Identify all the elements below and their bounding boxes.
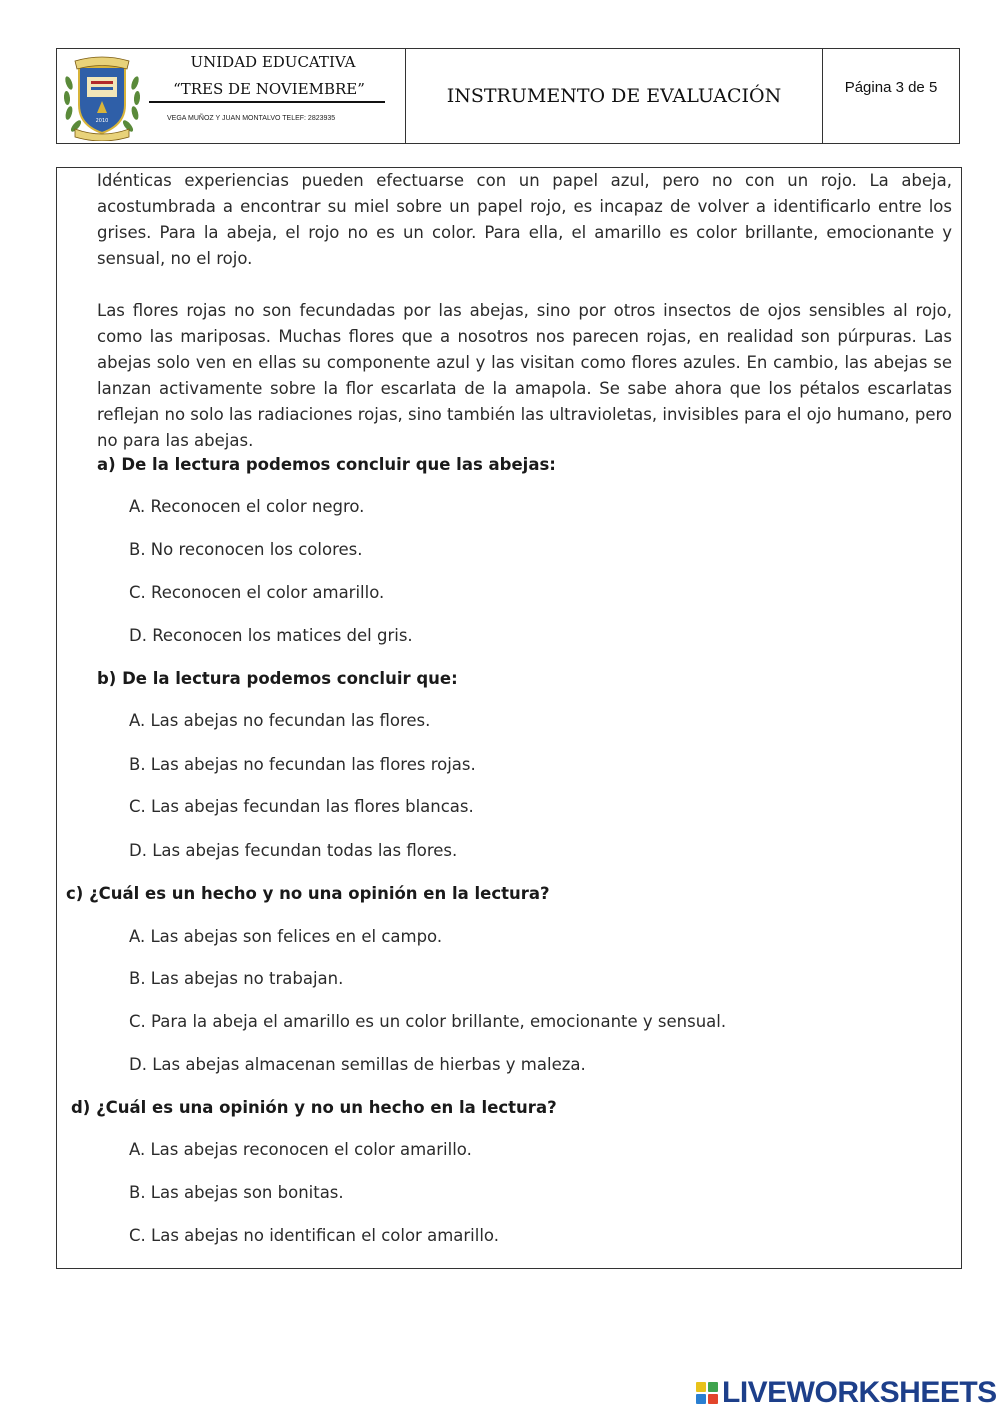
question-b-option-c[interactable]: C. Las abejas fecundan las flores blancas. xyxy=(129,797,474,816)
question-b-option-a[interactable]: A. Las abejas no fecundan las flores. xyxy=(129,711,431,730)
question-a-option-b[interactable]: B. No reconocen los colores. xyxy=(129,540,363,559)
question-b-option-d[interactable]: D. Las abejas fecundan todas las flores. xyxy=(129,841,458,860)
question-c-option-b[interactable]: B. Las abejas no trabajan. xyxy=(129,969,344,988)
question-d-option-b[interactable]: B. Las abejas son bonitas. xyxy=(129,1183,344,1202)
title-cell xyxy=(406,49,823,143)
school-info-cell xyxy=(57,49,406,143)
question-b-option-b[interactable]: B. Las abejas no fecundan las flores rojas. xyxy=(129,755,476,774)
school-subtitle: “TRES DE NOVIEMBRE” xyxy=(173,80,365,98)
question-d-option-a[interactable]: A. Las abejas reconocen el color amarillo. xyxy=(129,1140,472,1159)
document-title: INSTRUMENTO DE EVALUACIÓN xyxy=(446,85,782,107)
brand-block-3 xyxy=(696,1394,706,1404)
liveworksheets-brand xyxy=(696,1378,997,1408)
document-header xyxy=(56,48,960,144)
brand-text: LIVEWORKSHEETS xyxy=(722,1376,997,1409)
school-underline xyxy=(149,101,385,103)
brand-logo-icon xyxy=(696,1382,718,1404)
question-a-option-a[interactable]: A. Reconocen el color negro. xyxy=(129,497,365,516)
school-address: VEGA MUÑOZ Y JUAN MONTALVO TELEF: 2823935 xyxy=(167,115,336,122)
reading-paragraph-1: Idénticas experiencias pueden efectuarse con un papel azul, pero no con un rojo. La abeja, acostumbrada a encontrar su miel sobre un papel rojo, es incapaz de volver a identificarlo entre los grises. Para la abeja, el rojo no es un color. Para ella, el amarillo es color brillante, emocionante y sensual, no el rojo. xyxy=(97,171,952,268)
content-box xyxy=(56,167,962,1269)
logo-year-text: 2010 xyxy=(95,118,109,124)
school-crest-logo xyxy=(61,53,143,141)
question-d-option-c[interactable]: C. Las abejas no identifican el color amarillo. xyxy=(129,1226,499,1245)
brand-block-4 xyxy=(708,1394,718,1404)
brand-block-2 xyxy=(708,1382,718,1392)
question-b-label: b) De la lectura podemos concluir que: xyxy=(97,669,458,688)
question-c-option-a[interactable]: A. Las abejas son felices en el campo. xyxy=(129,927,443,946)
page-number: Página 3 de 5 xyxy=(844,79,938,96)
question-a-option-c[interactable]: C. Reconocen el color amarillo. xyxy=(129,583,385,602)
question-d-label: d) ¿Cuál es una opinión y no un hecho en la lectura? xyxy=(71,1098,557,1117)
question-a-option-d[interactable]: D. Reconocen los matices del gris. xyxy=(129,626,413,645)
brand-block-1 xyxy=(696,1382,706,1392)
page-number-cell xyxy=(823,49,959,143)
question-a-label: a) De la lectura podemos concluir que las abejas: xyxy=(97,455,556,474)
reading-paragraph-2: Las flores rojas no son fecundadas por las abejas, sino por otros insectos de ojos sensibles al rojo, como las mariposas. Muchas flores que a nosotros nos parecen rojas, en realidad son púrpuras. Las abejas solo ven en ellas su componente azul y las visitan como flores azules. En cambio, las abejas se lanzan activamente sobre la flor escarlata de la amapola. Se sabe ahora que los pétalos escarlatas reflejan no solo las radiaciones rojas, sino también las ultravioletas, invisibles para el ojo humano, pero no para las abejas. xyxy=(97,301,952,450)
question-c-option-d[interactable]: D. Las abejas almacenan semillas de hierbas y maleza. xyxy=(129,1055,586,1074)
question-c-label: c) ¿Cuál es un hecho y no una opinión en la lectura? xyxy=(66,884,550,903)
question-c-option-c[interactable]: C. Para la abeja el amarillo es un color brillante, emocionante y sensual. xyxy=(129,1012,727,1031)
school-name: UNIDAD EDUCATIVA xyxy=(190,53,356,71)
